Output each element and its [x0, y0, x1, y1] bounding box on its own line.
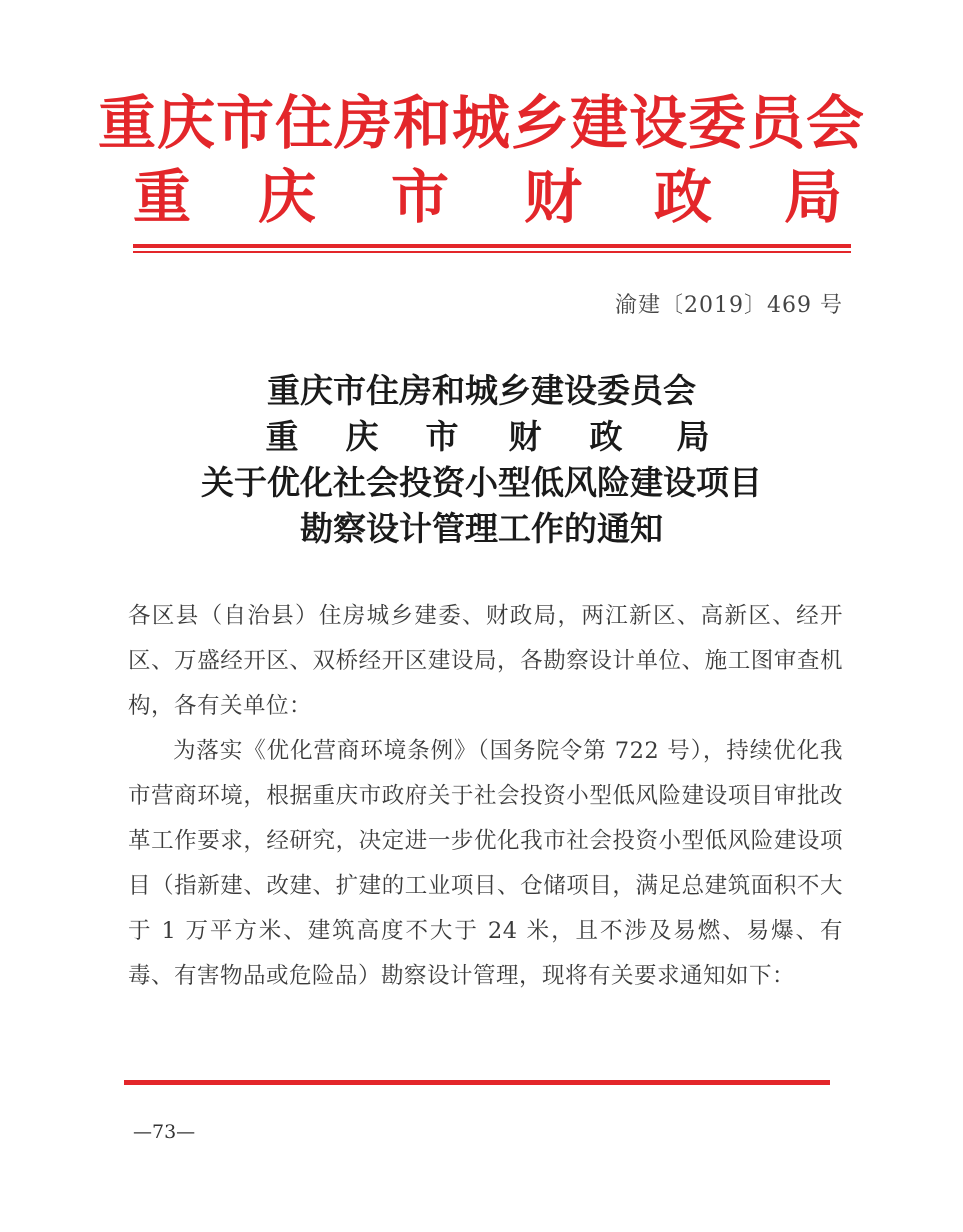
- body-paragraph: 为落实《优化营商环境条例》（国务院令第 722 号），持续优化我市营商环境，根据重庆市政府关于社会投资小型低风险建设项目审批改革工作要求，经研究，决定进一步优化我市社会投资小型低风险建设项目（指新建、改建、扩建的工业项目、仓储项目，满足总建筑面积不大于 1 万平方米、建筑高度不大于 24 米，且不涉及易燃、易爆、有毒、有害物品或危险品）勘察设计管理，现将有关要求通知如下：: [128, 738, 843, 989]
- title-line-4: 勘察设计管理工作的通知: [300, 509, 663, 548]
- masthead-char: 重: [132, 163, 191, 231]
- masthead-char: 局: [783, 163, 842, 231]
- masthead-divider-thick: [133, 244, 851, 248]
- title-line-2: [0, 414, 963, 460]
- masthead-line-1: 重庆市住房和城乡建设委员会: [97, 89, 865, 157]
- addressee-paragraph: 各区县（自治县）住房城乡建委、财政局，两江新区、高新区、经开区、万盛经开区、双桥经开区建设局，各勘察设计单位、施工图审查机构，各有关单位：: [128, 603, 843, 719]
- page-number: —73—: [133, 1121, 196, 1143]
- title-line-1: 重庆市住房和城乡建设委员会: [267, 371, 696, 410]
- title-char: 政: [589, 417, 623, 456]
- title-char: 庆: [345, 417, 379, 456]
- title-char: 重: [265, 417, 299, 456]
- title-char: 财: [508, 417, 542, 456]
- masthead-char: 政: [653, 163, 712, 231]
- document-body: [128, 594, 843, 999]
- masthead-char: 庆: [257, 163, 316, 231]
- masthead-char: 市: [390, 163, 449, 231]
- masthead-char: 财: [523, 163, 582, 231]
- masthead-divider: [133, 244, 851, 256]
- masthead-divider-thin: [133, 251, 851, 253]
- footer-divider: [124, 1080, 830, 1085]
- title-line-3: 关于优化社会投资小型低风险建设项目: [201, 463, 762, 502]
- document-number: 渝建〔2019〕469 号: [615, 293, 843, 318]
- title-char: 局: [676, 417, 710, 456]
- masthead-line-2: [0, 162, 963, 232]
- title-char: 市: [425, 417, 459, 456]
- document-title: [0, 368, 963, 552]
